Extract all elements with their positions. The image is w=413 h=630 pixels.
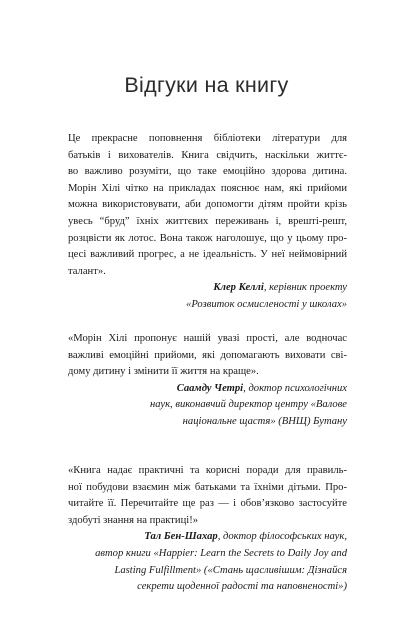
review-line: Це прекрасне поповнення бібліотеки літератури для — [68, 133, 347, 144]
review-attribution — [68, 381, 347, 431]
attribution-line: , керівник проекту — [263, 282, 347, 294]
review-line: дому дитину і змінити її життя на краще». — [68, 366, 259, 378]
attribution-line: національне щастя» (ВНЩ) Бутану — [182, 415, 347, 427]
attribution-line: , доктор філософських наук, — [217, 531, 347, 543]
review-quote — [68, 331, 347, 431]
attribution-line: Lasting Fulfillment» («Стань щасливішим: Дізнайся — [114, 564, 347, 576]
review-line: батьків і вихователів. Книга свідчить, наскільки життє- — [68, 149, 347, 161]
review-line: во важливо розуміти, що таке емоційно здорова дитина. — [68, 166, 347, 178]
review-quote — [68, 131, 347, 314]
review-author: Саамду Четрі — [176, 382, 244, 394]
attribution-line: «Розвиток осмисленості у школах» — [186, 298, 347, 310]
review-line: «Морін Хілі пропонує нашій увазі прості, але водночас — [68, 333, 347, 344]
review-line: здобуті знання на практиці!» — [68, 514, 199, 526]
review-line: талант». — [68, 265, 106, 277]
review-attribution — [68, 280, 347, 313]
review-attribution — [68, 529, 347, 595]
review-quote — [68, 463, 347, 596]
review-text — [68, 463, 347, 529]
page-title: Відгуки на книгу — [124, 73, 289, 98]
attribution-line: секрети щоденної радості та наповненості») — [137, 581, 347, 593]
review-line: читайте її. Перечитайте ще раз — і обов’язково застосуйте — [68, 498, 347, 510]
attribution-line: наук, виконавчий директор центру «Валове — [149, 399, 347, 411]
review-line: можна використовувати, аби допомогти дітям пройти крізь — [68, 199, 347, 211]
review-line: цесі важливий прогрес, а не ідеальність. У неї неймовірний — [68, 249, 347, 261]
attribution-line: , доктор психологічних — [243, 382, 347, 394]
review-line: розцвісти як лотос. Вона також наголошує, що у цьому про- — [68, 232, 347, 244]
review-line: важливі емоційні прийоми, які допомагають виховати сві- — [68, 349, 347, 361]
review-text — [68, 331, 347, 381]
review-line: Морін Хілі чітко на прикладах пояснює нам, які прийоми — [68, 182, 347, 194]
review-line: «Книга надає практичні та корисні поради для правиль- — [68, 465, 347, 476]
review-line: ної побудови взаємин між батьками та їхніми дітьми. Про- — [68, 481, 347, 493]
review-text — [68, 131, 347, 280]
review-author: Клер Келлі — [213, 282, 264, 294]
review-author: Тал Бен-Шахар — [144, 531, 218, 543]
attribution-line: автор книги «Happier: Learn the Secrets to Daily Joy and — [95, 547, 347, 559]
review-line: увесь “бруд” їхніх життєвих переживань і, врешті-решт, — [68, 215, 347, 227]
